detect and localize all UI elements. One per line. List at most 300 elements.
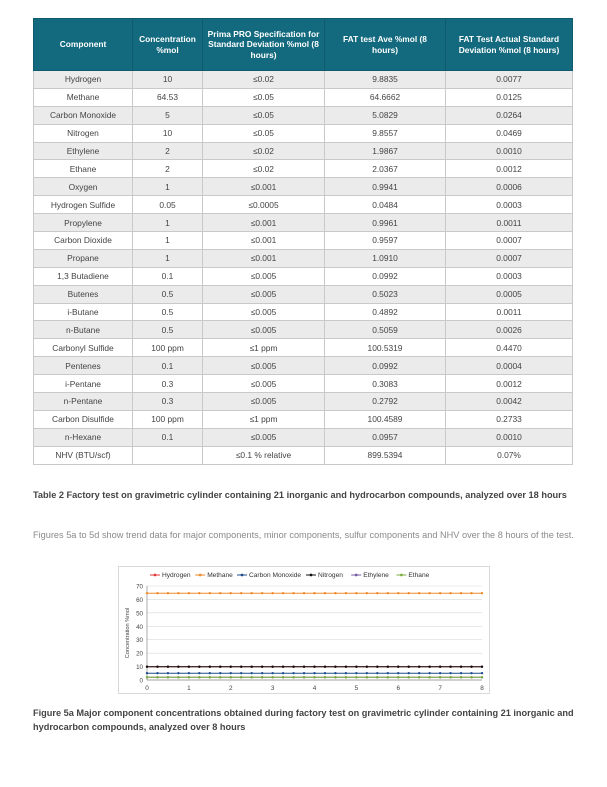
table-cell: Butenes [34, 285, 133, 303]
data-point [418, 672, 420, 674]
data-point [449, 666, 451, 668]
table-row [34, 428, 573, 446]
table-cell: Nitrogen [34, 124, 133, 142]
legend-marker [154, 574, 157, 577]
data-point [397, 676, 399, 678]
table-cell: ≤0.001 [203, 249, 325, 267]
table-cell: 0.0003 [446, 267, 573, 285]
body-text: Figures 5a to 5d show trend data for major components, minor components, sulfur components and NHV over the 8 hours of the test. [33, 530, 574, 540]
data-point [240, 666, 242, 668]
table-cell: Propylene [34, 214, 133, 232]
table-cell: 0.2792 [325, 393, 446, 411]
table-cell: ≤0.02 [203, 71, 325, 89]
table-cell: 9.8557 [325, 124, 446, 142]
data-point [449, 672, 451, 674]
y-tick-label: 10 [136, 664, 143, 672]
data-point [439, 676, 441, 678]
table-cell: 0.1 [133, 428, 203, 446]
table-cell: 64.6662 [325, 88, 446, 106]
data-point [334, 672, 336, 674]
data-point [481, 676, 483, 678]
data-point [366, 672, 368, 674]
y-tick-label: 30 [136, 637, 143, 645]
legend-label: Methane [207, 572, 233, 579]
data-point [250, 676, 252, 678]
legend-marker [355, 574, 358, 577]
data-point [177, 672, 179, 674]
data-point [408, 592, 410, 594]
table-cell: 0.0264 [446, 106, 573, 124]
table-cell: 2 [133, 142, 203, 160]
table-cell: 0.1 [133, 357, 203, 375]
data-point [282, 666, 284, 668]
table-row [34, 178, 573, 196]
table-cell: 0.0026 [446, 321, 573, 339]
data-point [292, 676, 294, 678]
data-point [334, 666, 336, 668]
table-cell: Carbon Disulfide [34, 410, 133, 428]
table-cell: ≤0.05 [203, 88, 325, 106]
table-cell: ≤0.005 [203, 267, 325, 285]
table-cell: NHV (BTU/scf) [34, 446, 133, 464]
y-tick-label: 20 [136, 650, 143, 658]
data-point [240, 592, 242, 594]
data-point [282, 592, 284, 594]
legend-marker [400, 574, 403, 577]
table-cell: 0.0012 [446, 160, 573, 178]
data-point [376, 592, 378, 594]
table-cell: ≤0.005 [203, 357, 325, 375]
table-row [34, 71, 573, 89]
data-point [460, 672, 462, 674]
data-point [313, 676, 315, 678]
table-cell: 5 [133, 106, 203, 124]
table-cell: 1 [133, 178, 203, 196]
table-row [34, 303, 573, 321]
data-point [240, 676, 242, 678]
table-cell: 2.0367 [325, 160, 446, 178]
legend-marker [310, 574, 313, 577]
table-row [34, 106, 573, 124]
table-cell: 0.4470 [446, 339, 573, 357]
table-cell: ≤0.005 [203, 285, 325, 303]
table-cell: ≤1 ppm [203, 410, 325, 428]
data-point [271, 666, 273, 668]
table-cell: 1.9867 [325, 142, 446, 160]
table-cell: 0.0011 [446, 303, 573, 321]
data-point [188, 666, 190, 668]
x-tick-label: 3 [270, 685, 275, 692]
y-axis-label: Concentration %mol [125, 607, 131, 659]
table-cell: 9.8835 [325, 71, 446, 89]
data-point [209, 672, 211, 674]
data-point [355, 672, 357, 674]
data-point [250, 672, 252, 674]
table-cell: 100 ppm [133, 410, 203, 428]
data-point [219, 672, 221, 674]
table-cell: 0.0012 [446, 375, 573, 393]
table-cell: Hydrogen Sulfide [34, 196, 133, 214]
data-point [282, 676, 284, 678]
table-cell: Carbon Monoxide [34, 106, 133, 124]
data-point [261, 672, 263, 674]
table-cell: 0.05 [133, 196, 203, 214]
data-point [460, 676, 462, 678]
data-point [177, 666, 179, 668]
data-point [313, 666, 315, 668]
table-row [34, 375, 573, 393]
data-point [198, 676, 200, 678]
data-point [156, 676, 158, 678]
table-cell: 0.4892 [325, 303, 446, 321]
table-row [34, 160, 573, 178]
table-cell: 0.3 [133, 375, 203, 393]
data-point [481, 666, 483, 668]
table-cell: ≤0.05 [203, 124, 325, 142]
table-cell: n-Hexane [34, 428, 133, 446]
table-row [34, 339, 573, 357]
table-cell: 10 [133, 124, 203, 142]
data-point [167, 672, 169, 674]
table-cell: 1 [133, 232, 203, 250]
table-cell: Propane [34, 249, 133, 267]
x-tick-label: 0 [145, 685, 149, 692]
table-cell: 1 [133, 214, 203, 232]
y-tick-label: 60 [136, 596, 143, 604]
y-tick-label: 0 [139, 677, 143, 685]
data-point [418, 676, 420, 678]
data-point [292, 666, 294, 668]
table-cell: ≤0.005 [203, 321, 325, 339]
table-cell: 0.9941 [325, 178, 446, 196]
table-row [34, 214, 573, 232]
data-point [334, 676, 336, 678]
data-point [408, 666, 410, 668]
data-point [230, 676, 232, 678]
data-point [428, 672, 430, 674]
data-point [313, 592, 315, 594]
table-cell: ≤0.005 [203, 303, 325, 321]
data-point [366, 676, 368, 678]
table-cell: Hydrogen [34, 71, 133, 89]
data-point [313, 672, 315, 674]
x-tick-label: 6 [396, 685, 401, 692]
table-cell: ≤0.005 [203, 375, 325, 393]
data-point [209, 666, 211, 668]
table-cell: 64.53 [133, 88, 203, 106]
table-cell: 0.0469 [446, 124, 573, 142]
data-point [387, 672, 389, 674]
table-cell: 2 [133, 160, 203, 178]
figure-5a-chart [118, 566, 490, 694]
table-cell: n-Butane [34, 321, 133, 339]
data-point [292, 592, 294, 594]
table-cell: 100 ppm [133, 339, 203, 357]
data-point [261, 666, 263, 668]
table-cell: 899.5394 [325, 446, 446, 464]
data-point [470, 666, 472, 668]
legend-label: Ethylene [363, 572, 389, 579]
data-point [230, 592, 232, 594]
data-point [240, 672, 242, 674]
data-point [397, 666, 399, 668]
table-cell: ≤1 ppm [203, 339, 325, 357]
data-point [449, 592, 451, 594]
table-cell: 0.1 [133, 267, 203, 285]
data-point [376, 676, 378, 678]
legend-label: Carbon Monoxide [249, 572, 302, 579]
table-row [34, 249, 573, 267]
data-point [303, 666, 305, 668]
table-cell: 0.0003 [446, 196, 573, 214]
data-point [366, 666, 368, 668]
table-cell: 1,3 Butadiene [34, 267, 133, 285]
data-point [418, 592, 420, 594]
table-header-row [34, 19, 573, 71]
data-point [198, 666, 200, 668]
data-point [219, 666, 221, 668]
y-tick-label: 70 [136, 583, 143, 591]
table-row [34, 410, 573, 428]
data-point [250, 592, 252, 594]
column-header: Component [34, 19, 133, 71]
table-row [34, 232, 573, 250]
table-cell: 0.0010 [446, 428, 573, 446]
figure-caption: Figure 5a Major component concentrations obtained during factory test on gravimetric cylinder containing 21 inorganic and hydrocarbon compounds, analyzed over 8 hours [33, 708, 574, 732]
table-cell: 0.5059 [325, 321, 446, 339]
data-point [470, 672, 472, 674]
table-cell: ≤0.0005 [203, 196, 325, 214]
data-point [188, 676, 190, 678]
data-point [177, 592, 179, 594]
table-row [34, 393, 573, 411]
chart-svg [118, 566, 490, 694]
x-tick-label: 2 [228, 685, 233, 692]
x-tick-label: 1 [187, 685, 191, 692]
table-cell: Ethylene [34, 142, 133, 160]
table-cell: 0.9961 [325, 214, 446, 232]
table-cell: 0.0004 [446, 357, 573, 375]
data-point [408, 676, 410, 678]
y-tick-label: 40 [136, 623, 143, 631]
data-point [271, 592, 273, 594]
data-point [428, 592, 430, 594]
table-cell: ≤0.001 [203, 178, 325, 196]
data-point [387, 666, 389, 668]
data-point [324, 666, 326, 668]
data-point [303, 672, 305, 674]
legend-marker [199, 574, 202, 577]
results-table [33, 18, 573, 465]
table-cell: 5.0829 [325, 106, 446, 124]
data-point [167, 592, 169, 594]
table-cell: ≤0.005 [203, 428, 325, 446]
table-cell: 0.3 [133, 393, 203, 411]
table-cell: 0.0005 [446, 285, 573, 303]
table-cell: 1.0910 [325, 249, 446, 267]
table-cell: 0.0125 [446, 88, 573, 106]
table-cell: 0.07% [446, 446, 573, 464]
table-cell: 1 [133, 249, 203, 267]
data-point [481, 592, 483, 594]
table-row [34, 124, 573, 142]
table-cell: i-Butane [34, 303, 133, 321]
data-point [230, 666, 232, 668]
data-point [324, 672, 326, 674]
table-cell: ≤0.001 [203, 214, 325, 232]
data-point [219, 676, 221, 678]
data-point [292, 672, 294, 674]
data-point [397, 592, 399, 594]
table-cell: 100.4589 [325, 410, 446, 428]
table-cell: 0.9597 [325, 232, 446, 250]
table-cell [133, 446, 203, 464]
data-point [198, 672, 200, 674]
table-row [34, 321, 573, 339]
data-point [355, 676, 357, 678]
table-cell: 0.5 [133, 303, 203, 321]
table-cell: ≤0.02 [203, 142, 325, 160]
table-cell: n-Pentane [34, 393, 133, 411]
data-point [261, 676, 263, 678]
data-point [376, 666, 378, 668]
data-point [271, 676, 273, 678]
data-point [439, 672, 441, 674]
table-cell: 0.5 [133, 285, 203, 303]
table-cell: Pentenes [34, 357, 133, 375]
data-point [198, 592, 200, 594]
data-point [428, 666, 430, 668]
table-cell: 0.0042 [446, 393, 573, 411]
table-cell: ≤0.001 [203, 232, 325, 250]
data-point [282, 672, 284, 674]
x-tick-label: 8 [480, 685, 484, 692]
table-caption: Table 2 Factory test on gravimetric cylinder containing 21 inorganic and hydrocarbon compounds, analyzed over 18 hours [33, 490, 567, 500]
data-point [303, 676, 305, 678]
data-point [345, 666, 347, 668]
data-point [250, 666, 252, 668]
table-cell: 0.0992 [325, 267, 446, 285]
table-cell: Methane [34, 88, 133, 106]
data-point [428, 676, 430, 678]
data-point [397, 672, 399, 674]
table-cell: 0.0007 [446, 232, 573, 250]
data-point [146, 676, 148, 678]
data-point [449, 676, 451, 678]
chart-frame [119, 567, 490, 694]
data-point [188, 592, 190, 594]
column-header: Prima PRO Specification for Standard Deviation %mol (8 hours) [203, 19, 325, 71]
data-point [387, 592, 389, 594]
x-tick-label: 4 [312, 685, 317, 692]
table-row [34, 357, 573, 375]
table-cell: ≤0.02 [203, 160, 325, 178]
table-row [34, 285, 573, 303]
data-point [345, 592, 347, 594]
column-header: Concentration %mol [133, 19, 203, 71]
table-cell: 0.0010 [446, 142, 573, 160]
table-cell: 0.5 [133, 321, 203, 339]
data-point [408, 672, 410, 674]
x-tick-label: 7 [438, 685, 442, 692]
table-cell: ≤0.005 [203, 393, 325, 411]
table-cell: 0.0992 [325, 357, 446, 375]
table-row [34, 446, 573, 464]
table-cell: 100.5319 [325, 339, 446, 357]
table-cell: Carbon Dioxide [34, 232, 133, 250]
table-cell: i-Pentane [34, 375, 133, 393]
table-row [34, 88, 573, 106]
table-row [34, 142, 573, 160]
data-point [219, 592, 221, 594]
data-point [271, 672, 273, 674]
table-cell: 0.0011 [446, 214, 573, 232]
table-row [34, 196, 573, 214]
table-cell: ≤0.05 [203, 106, 325, 124]
data-point [345, 672, 347, 674]
data-point [156, 592, 158, 594]
data-point [366, 592, 368, 594]
data-point [303, 592, 305, 594]
data-point [470, 676, 472, 678]
table-cell: Oxygen [34, 178, 133, 196]
data-point [146, 592, 148, 594]
column-header: FAT test Ave %mol (8 hours) [325, 19, 446, 71]
data-point [334, 592, 336, 594]
data-point [481, 672, 483, 674]
data-point [188, 672, 190, 674]
table-cell: 0.0077 [446, 71, 573, 89]
data-point [460, 592, 462, 594]
data-point [355, 666, 357, 668]
x-tick-label: 5 [354, 685, 359, 692]
data-point [470, 592, 472, 594]
column-header: FAT Test Actual Standard Deviation %mol (8 hours) [446, 19, 573, 71]
data-point [167, 676, 169, 678]
table-cell: 0.0957 [325, 428, 446, 446]
data-point [324, 676, 326, 678]
table-cell: Carbonyl Sulfide [34, 339, 133, 357]
data-point [439, 592, 441, 594]
data-point [355, 592, 357, 594]
data-point [387, 676, 389, 678]
legend-label: Nitrogen [318, 572, 343, 579]
table-cell: 0.0484 [325, 196, 446, 214]
legend-label: Hydrogen [162, 572, 191, 579]
data-point [376, 672, 378, 674]
data-point [345, 676, 347, 678]
table-cell: 0.3083 [325, 375, 446, 393]
data-point [146, 672, 148, 674]
table-row [34, 267, 573, 285]
data-point [156, 672, 158, 674]
table-cell: 10 [133, 71, 203, 89]
y-tick-label: 50 [136, 610, 143, 618]
data-point [230, 672, 232, 674]
data-point [460, 666, 462, 668]
data-point [261, 592, 263, 594]
table-cell: 0.5023 [325, 285, 446, 303]
data-point [146, 666, 148, 668]
data-point [209, 676, 211, 678]
legend-label: Ethane [408, 572, 430, 579]
table-cell: ≤0.1 % relative [203, 446, 325, 464]
data-point [167, 666, 169, 668]
data-point [209, 592, 211, 594]
table-cell: 0.0006 [446, 178, 573, 196]
table-cell: Ethane [34, 160, 133, 178]
data-point [324, 592, 326, 594]
